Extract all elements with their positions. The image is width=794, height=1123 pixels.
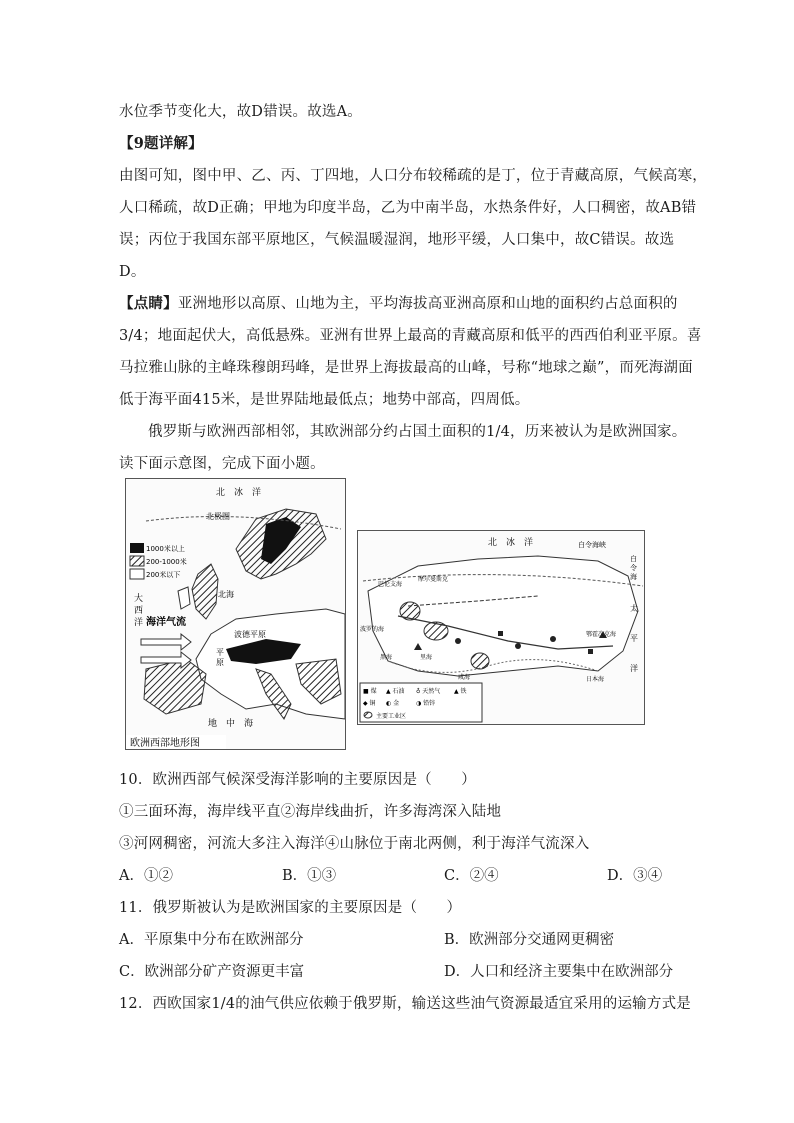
legend-label: 主要工业区: [376, 713, 407, 720]
sea-label: 波罗的海: [360, 626, 385, 633]
text-line: 误；丙位于我国东部平原地区，气候温暖湿润，地形平缓，人口集中，故C错误。故选: [119, 232, 675, 248]
question-item: ①三面环海，海岸线平直②海岸线曲折，许多海湾深入陆地: [119, 804, 502, 820]
sea-label: 巴伦支海: [378, 581, 403, 588]
legend-label: ◆ 铜: [363, 700, 376, 707]
plain-label: 平: [216, 648, 224, 657]
text-line: 读下面示意图，完成下面小题。: [119, 456, 325, 472]
text-line: 水位季节变化大，故D错误。故选A。: [119, 104, 362, 120]
question-stem: 12．西欧国家1/4的油气供应依赖于俄罗斯，输送这些油气资源最适宜采用的运输方式是: [119, 996, 691, 1012]
legend-label: ◐ 金: [386, 700, 400, 707]
sea-label: 地 中 海: [208, 719, 254, 729]
question-stem: 10．欧洲西部气候深受海洋影响的主要原因是（ ）: [119, 772, 476, 788]
text-line: 3/4；地面起伏大，高低悬殊。亚洲有世界上最高的青藏高原和低平的西西伯利亚平原。喜: [119, 328, 702, 344]
legend-label: ♁ 天然气: [416, 688, 441, 695]
text-line: 人口稀疏，故D正确；甲地为印度半岛，乙为中南半岛，水热条件好，人口稠密，故AB错: [119, 200, 697, 216]
legend-label: ■ 煤: [363, 688, 377, 695]
atlantic-label: 西: [134, 606, 144, 616]
ocean-label: 太: [630, 604, 638, 613]
europe-map-svg: [126, 479, 345, 749]
option-b[interactable]: B．①③: [282, 868, 337, 884]
ireland-landmass: [178, 587, 190, 609]
mineral-icon: [588, 649, 593, 654]
industrial-zone: [471, 653, 489, 669]
legend-swatch-low: [130, 569, 144, 579]
legend-label: ▲ 石油: [386, 688, 405, 695]
sea-label: 海: [630, 573, 637, 581]
plain-label: 波德平原: [234, 630, 266, 639]
iberia-landmass: [144, 659, 206, 714]
city-label: 摩尔曼斯克: [418, 576, 449, 583]
russia-resources-map: [357, 530, 645, 725]
westerly-arrow: [141, 634, 191, 650]
mineral-icon: [455, 638, 461, 644]
option-c[interactable]: C．②④: [444, 868, 499, 884]
strait-label: 白令海峡: [578, 541, 606, 549]
sea-label: 令: [630, 564, 637, 572]
legend-swatch-mid: [130, 556, 144, 566]
question-item: ③河网稠密，河流大多注入海洋④山脉位于南北两侧，利于海洋气流深入: [119, 836, 590, 852]
atlantic-label: 大: [134, 594, 144, 604]
sea-label: 咸海: [458, 674, 471, 681]
sea-label: 白: [630, 555, 637, 563]
text-line: 马拉雅山脉的主峰珠穆朗玛峰，是世界上海拔最高的山峰，号称“地球之巅”，而死海湖面: [119, 360, 693, 376]
option-b[interactable]: B．欧洲部分交通网更稠密: [444, 932, 615, 948]
legend-swatch-high: [130, 543, 144, 553]
legend-label: 200米以下: [146, 571, 181, 579]
ocean-label: 北 冰 洋: [488, 538, 534, 548]
text-line: D。: [119, 264, 146, 280]
sea-label: 里海: [420, 654, 433, 661]
tip-paragraph: [119, 294, 678, 314]
option-c[interactable]: C．欧洲部分矿产资源更丰富: [119, 964, 305, 980]
option-a[interactable]: A．平原集中分布在欧洲部分: [119, 932, 304, 948]
sea-label: 日本海: [586, 676, 605, 683]
legend-label: 200-1000米: [146, 558, 187, 566]
text-line: 低于海平面415米，是世界陆地最低点；地势中部高，四周低。: [119, 392, 530, 408]
mineral-icon: [515, 643, 521, 649]
text-line: 俄罗斯与欧洲西部相邻，其欧洲部分约占国土面积的1/4，历来被认为是欧洲国家。: [148, 424, 687, 440]
russia-map-svg: [358, 531, 644, 724]
mineral-icon: [550, 636, 556, 642]
tip-text: 亚洲地形以高原、山地为主，平均海拔高亚洲高原和山地的面积约占总面积的: [177, 296, 678, 312]
sea-label: 鄂霍次克海: [586, 631, 617, 638]
westerly-label: 海洋气流: [146, 617, 186, 628]
tip-label: 【点睛】: [119, 295, 178, 312]
legend-label: ◑ 铅锌: [416, 700, 436, 707]
britain-landmass: [192, 564, 218, 619]
option-a[interactable]: A．①②: [119, 868, 173, 884]
ocean-label: 洋: [630, 664, 638, 673]
ocean-label: 北 冰 洋: [216, 488, 262, 498]
atlantic-label: 洋: [134, 618, 144, 628]
plain-label: 原: [216, 658, 224, 667]
arctic-circle-label: 北极圈: [206, 512, 230, 521]
mineral-icon: [498, 631, 503, 636]
text-line: 由图可知，图中甲、乙、丙、丁四地，人口分布较稀疏的是丁，位于青藏高原，气候高寒，: [119, 168, 707, 184]
option-d[interactable]: D．③④: [607, 868, 663, 884]
legend-label: 1000米以上: [146, 545, 185, 553]
sea-label: 黑海: [380, 654, 393, 661]
legend-label: ▲ 铁: [454, 688, 467, 695]
ocean-label: 平: [630, 634, 638, 643]
option-d[interactable]: D．人口和经济主要集中在欧洲部分: [444, 964, 674, 980]
sea-label: 北海: [218, 590, 234, 599]
map-caption: 欧洲西部地形图: [130, 738, 200, 749]
question-stem: 11．俄罗斯被认为是欧洲国家的主要原因是（ ）: [119, 900, 462, 916]
europe-terrain-map: [125, 478, 346, 750]
section-title: 【9题详解】: [119, 135, 203, 152]
